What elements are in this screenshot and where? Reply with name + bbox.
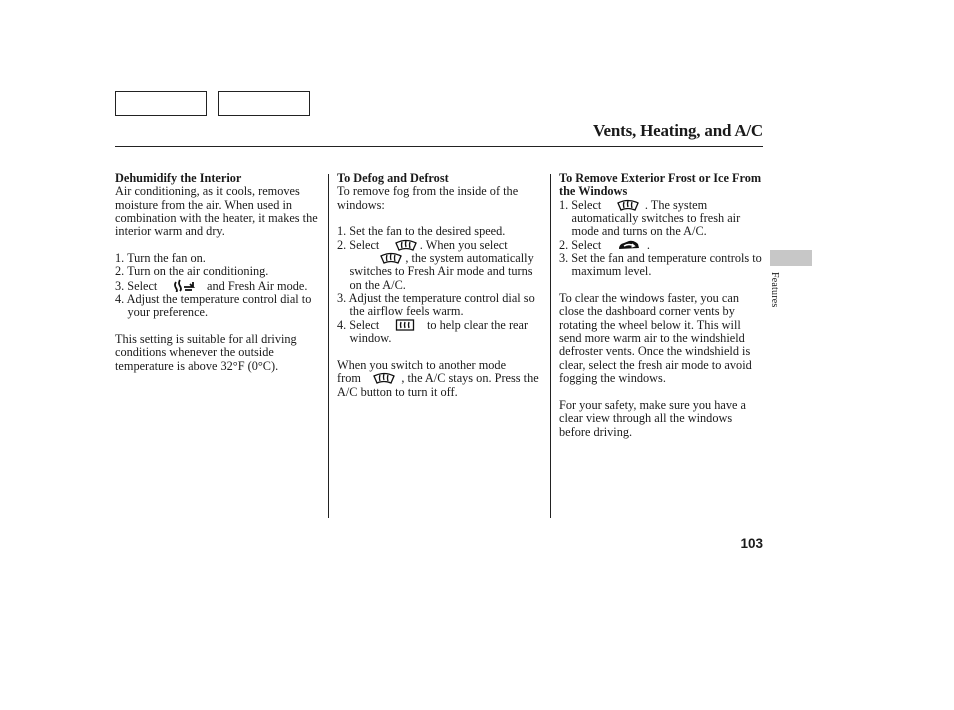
step-text: . The system automatically switches to fresh air mode and turns on the A/C. bbox=[571, 197, 741, 239]
step-text: . bbox=[646, 237, 650, 252]
list-item: 3. Adjust the temperature control dial so the airflow feels warm. bbox=[337, 291, 535, 319]
paragraph: Air conditioning, as it cools, removes moisture from the air. When used in combination with the heater, it makes the interior warm and dry. bbox=[115, 184, 318, 239]
column-divider bbox=[550, 174, 551, 518]
column-frost bbox=[559, 172, 763, 439]
windshield-defrost-icon bbox=[380, 252, 402, 264]
step-text: to help clear the rear window. bbox=[349, 317, 529, 346]
paragraph bbox=[337, 359, 543, 399]
floor-defrost-mode-icon bbox=[173, 279, 195, 292]
title-divider bbox=[115, 146, 763, 147]
rear-window-defogger-icon bbox=[395, 319, 415, 331]
column-defog bbox=[337, 172, 543, 399]
step-text: and Fresh Air mode. bbox=[207, 278, 308, 293]
step-text: 2. Select bbox=[559, 237, 602, 252]
section-heading: To Remove Exterior Frost or Ice From the Windows bbox=[559, 171, 762, 199]
list-item bbox=[337, 319, 543, 346]
step-text: 4. Select bbox=[337, 317, 380, 332]
section-tab bbox=[770, 250, 812, 266]
page-number: 103 bbox=[740, 536, 763, 551]
list-item: 1. Turn the fan on. bbox=[115, 251, 206, 266]
list-item bbox=[559, 239, 763, 252]
paragraph: To remove fog from the inside of the windows: bbox=[337, 184, 519, 212]
step-text: 3. Select bbox=[115, 278, 158, 293]
paragraph: For your safety, make sure you have a clear view through all the windows before driving. bbox=[559, 397, 747, 439]
section-heading: Dehumidify the Interior bbox=[115, 171, 242, 185]
paragraph: To clear the windows faster, you can close the dashboard corner vents by rotating the wheel below it. This will send more warm air to the windshield defroster vents. Once the windshield is clear, select the fresh air mode to avoid fogging the windows. bbox=[559, 291, 752, 386]
note-text: When you switch to another mode from bbox=[337, 357, 507, 386]
nav-button-previous[interactable] bbox=[115, 91, 207, 116]
section-label: Features bbox=[769, 272, 780, 308]
recirculation-icon bbox=[617, 239, 641, 251]
step-text: . When you select bbox=[419, 237, 508, 252]
list-item bbox=[559, 199, 763, 239]
step-text: 1. Select bbox=[559, 197, 602, 212]
section-heading: To Defog and Defrost bbox=[337, 171, 449, 185]
list-item: 3. Set the fan and temperature controls to maximum level. bbox=[559, 251, 762, 279]
nav-button-next[interactable] bbox=[218, 91, 310, 116]
windshield-defrost-icon bbox=[617, 199, 639, 211]
column-divider bbox=[328, 174, 329, 518]
list-item: 1. Set the fan to the desired speed. bbox=[337, 224, 506, 239]
list-item: 4. Adjust the temperature control dial to your preference. bbox=[115, 292, 312, 320]
list-item: 2. Turn on the air conditioning. bbox=[115, 264, 269, 279]
step-text: 2. Select bbox=[337, 237, 380, 252]
windshield-defrost-icon bbox=[373, 372, 395, 384]
list-item bbox=[337, 239, 543, 292]
list-item bbox=[115, 279, 323, 293]
note-text: , the A/C stays on. Press the A/C button to turn it off. bbox=[337, 371, 539, 399]
step-text: , the system automatically switches to Fresh Air mode and turns on the A/C. bbox=[349, 251, 534, 292]
column-dehumidify bbox=[115, 172, 323, 373]
paragraph: This setting is suitable for all driving conditions whenever the outside temperature is above 32°F (0°C). bbox=[115, 332, 297, 373]
page-title: Vents, Heating, and A/C bbox=[593, 121, 763, 140]
windshield-defrost-icon bbox=[395, 239, 417, 251]
